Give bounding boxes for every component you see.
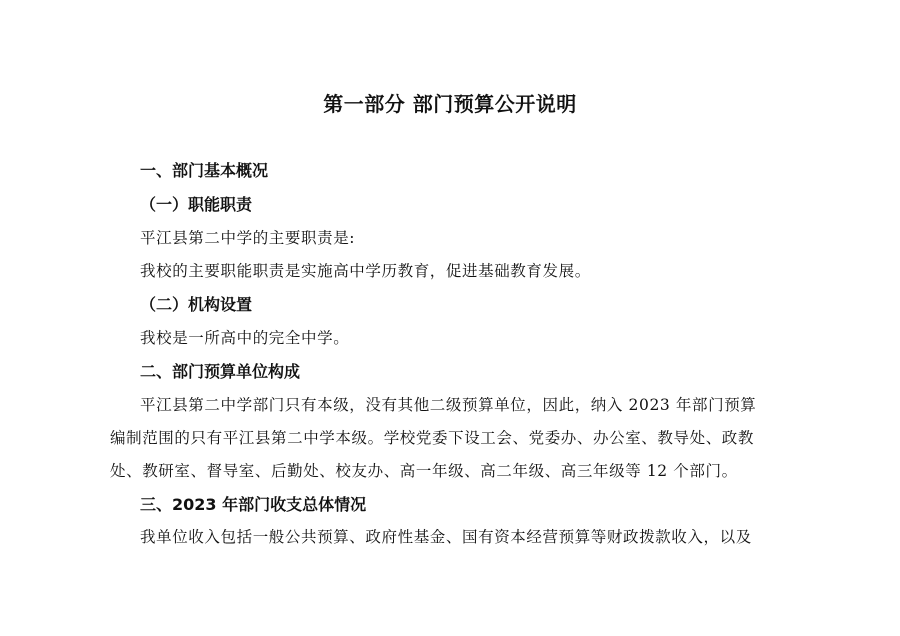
section-heading-1: 一、部门基本概况 xyxy=(140,161,269,180)
paragraph-duties-detail: 我校的主要职能职责是实施高中学历教育，促进基础教育发展。 xyxy=(140,262,591,280)
paragraph-revenue-line-1: 我单位收入包括一般公共预算、政府性基金、国有资本经营预算等财政拨款收入，以及 xyxy=(140,528,752,546)
subheading-organization: （二）机构设置 xyxy=(140,295,253,314)
paragraph-duties-intro: 平江县第二中学的主要职责是: xyxy=(140,229,356,247)
section-heading-2: 二、部门预算单位构成 xyxy=(140,362,301,381)
subheading-duties: （一）职能职责 xyxy=(140,195,253,214)
paragraph-units-line-3: 处、教研室、督导室、后勤处、校友办、高一年级、高二年级、高三年级等 12 个部门。 xyxy=(110,462,738,480)
section-heading-3: 三、2023 年部门收支总体情况 xyxy=(140,495,367,514)
paragraph-organization: 我校是一所高中的完全中学。 xyxy=(140,329,350,347)
page-title: 第一部分 部门预算公开说明 xyxy=(323,92,577,116)
paragraph-units-line-1: 平江县第二中学部门只有本级，没有其他二级预算单位，因此，纳入 2023 年部门预算 xyxy=(140,396,757,414)
paragraph-units-line-2: 编制范围的只有平江县第二中学本级。学校党委下设工会、党委办、办公室、教导处、政教 xyxy=(110,429,755,447)
